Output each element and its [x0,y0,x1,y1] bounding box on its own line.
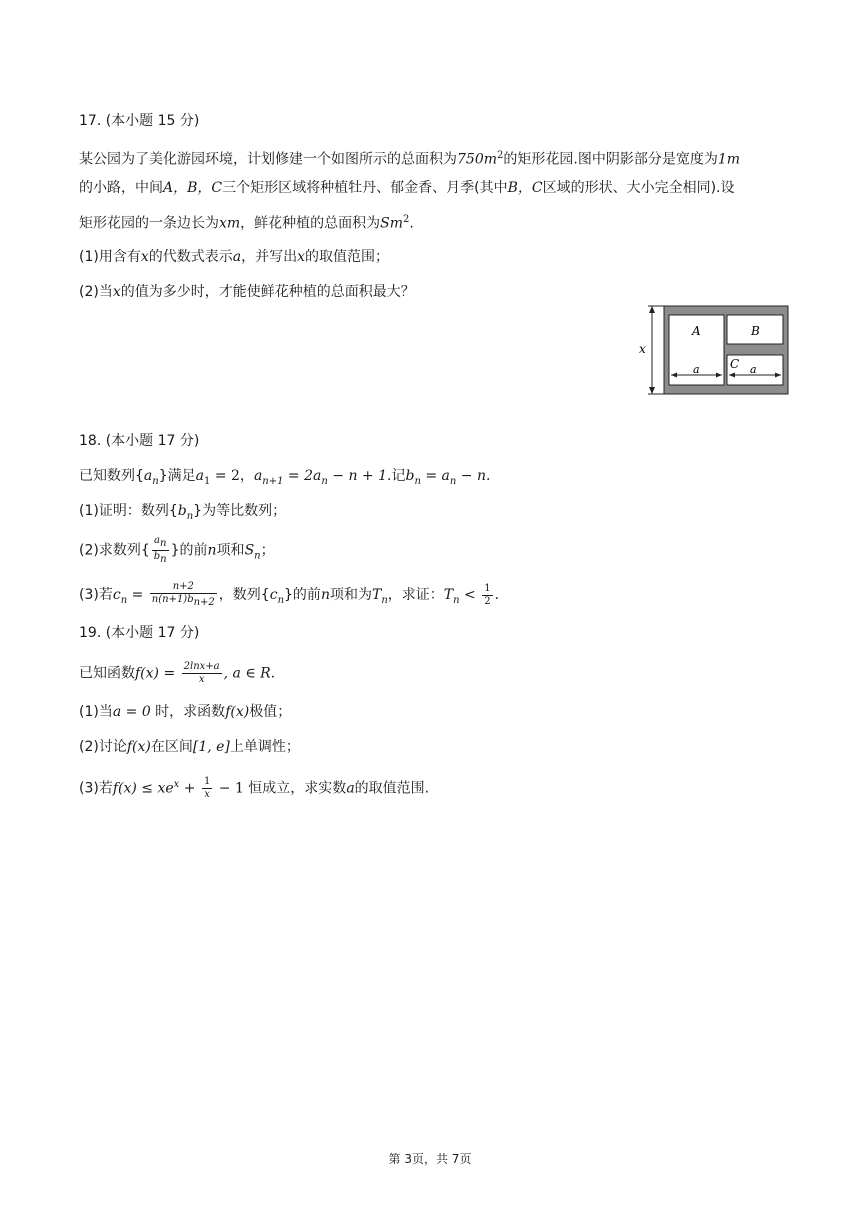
label-a-width-2: a [750,363,757,376]
q17-line-3: 矩形花园的一条边长为xm，鲜花种植的总面积为Sm$^2$. [79,214,414,232]
label-a: A [692,324,701,338]
q19-intro: 已知函数f(x) = $\frac{2\ln x+a}{x}$ , a ∈ R. [79,661,276,685]
q18-part-3: (3)若$c_n$ = $\frac{n+2}{n(n+1)b_{n+2}}$ ，数列$\{c_n\}$的前n项和为$T_n$，求证：$T_n$ < $\frac{1}{2}$ . [79,581,500,608]
label-b: B [751,324,760,338]
q17-heading: 17. (本小题 15 分) [79,113,200,129]
q18-intro: 已知数列$\{a_n\}$满足$a_1 = 2$，$a_{n+1} = 2a_n - n + 1$.记$b_n = a_n - n$. [79,468,491,487]
label-a-width-1: a [693,363,700,376]
q17-line-2: 的小路，中间A，B，C三个矩形区域将种植牡丹、郁金香、月季(其中B，C区域的形状、大小完全相同).设 [79,180,735,196]
q18-heading: 18. (本小题 17 分) [79,433,200,449]
label-c: C [730,357,740,371]
q18-part-1: (1)证明：数列$\{b_n\}$为等比数列； [79,503,287,522]
q17-part-2: (2)当x的值为多少时，才能使鲜花种植的总面积最大？ [79,284,415,300]
arrow-down-icon [649,387,655,394]
garden-figure [634,303,790,397]
arrow-up-icon [649,306,655,313]
q17-line-1: 某公园为了美化游园环境，计划修建一个如图所示的总面积为$750m^2$的矩形花园.图中阴影部分是宽度为1m [79,150,741,168]
q19-part-3: (3)若$f(x) \le xe^x$ + $\frac{1}{x}$ − 1 恒成立，求实数a的取值范围. [79,776,430,801]
page-footer: 第 3页，共 7页 [388,1152,472,1166]
q19-heading: 19. (本小题 17 分) [79,625,200,641]
q17-part-1: (1)用含有x的代数式表示a，并写出x的取值范围； [79,249,390,265]
x-label: x [639,342,646,356]
q19-part-1: (1)当a = 0 时，求函数f(x)极值； [79,704,292,720]
q18-part-2: (2)求数列{ $\frac{a_n}{b_n}$ }的前n项和$S_n$； [79,535,275,565]
q19-part-2: (2)讨论f(x)在区间[1, e]上单调性； [79,739,300,755]
